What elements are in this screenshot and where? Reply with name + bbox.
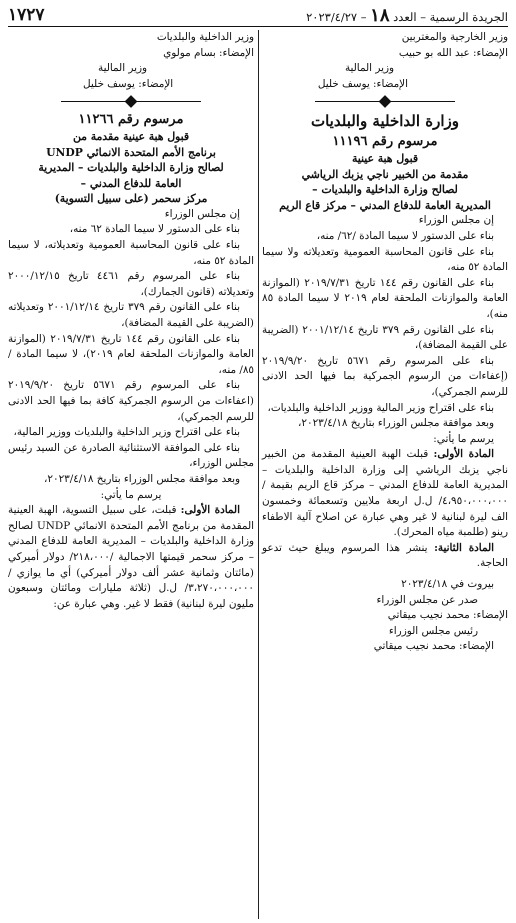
decree-paragraph: بناء على اقتراح وزير المالية ووزير الداخلية والبلديات، [267, 401, 494, 414]
page-header [8, 4, 508, 27]
decree-paragraph: بناء على القانون رقم ١٤٤ تاريخ ٢٠١٩/٧/٣١ (الموازنة العامة والموازنات الملحقة لعام ٢٠١٩ لا سيما المادة ٨٥ منه)، [262, 276, 508, 320]
decree-paragraph: بناء على القانون رقم ١٤٤ تاريخ ٢٠١٩/٧/٣١ (الموازنة العامة والموازنات الملحقة لعام ٢٠١٩)، لا سيما المادة /٨٥/ منه، [8, 332, 254, 376]
signature-name: الإمضاء: محمد نجيب ميقاتي [373, 640, 494, 653]
decree-title-line: مقدمة من الخبير ناجي يزبك الرياشي [301, 167, 469, 181]
signature-title: وزير الداخلية والبلديات [156, 31, 254, 43]
article-2 [262, 541, 508, 572]
signature-name: الإمضاء: بسام مولوي [163, 46, 254, 59]
section-separator [315, 97, 455, 106]
issue-label: العدد [393, 9, 417, 24]
article-1 [262, 447, 508, 541]
section-separator [61, 97, 201, 106]
article-label: المادة الأولى: [433, 448, 494, 461]
article-label: المادة الأولى: [180, 504, 240, 517]
decree-paragraph: بناء على الدستور لا سيما المادة /٦٢/ منه، [316, 229, 494, 242]
publication-name: الجريدة الرسمية [429, 9, 508, 24]
signature-name: الإمضاء: يوسف خليل [83, 77, 174, 90]
decree-title-line: لصالح وزارة الداخلية والبلديات – [312, 183, 458, 197]
decree-paragraph: يرسم ما يأتي: [433, 432, 494, 445]
column-divider [258, 30, 259, 919]
decree-paragraph: بناء على الموافقة الاستثنائية الصادرة عن السيد رئيس مجلس الوزراء، [8, 441, 254, 470]
article-text: قبلت الهبة العينية المقدمة من الخبير ناجي يزبك الرياشي إلى وزارة الداخلية والبلديات – المديرية العامة للدفاع المدني – مركز قاع الريم بقيمة /٤،٩٥٠،٠٠٠،٠٠٠/ ل.ل اربعة ملايين وتسعمائة وخمسون الف ليرة لبنانية لا غير وهي عبارة عن اصلاح آلية الاطفاء رينو (طلمبة مياه المحرك). [262, 448, 508, 539]
issued-by: صدر عن مجلس الوزراء [376, 593, 478, 606]
article-label: المادة الثانية: [434, 541, 495, 554]
article-1 [8, 503, 254, 612]
header-publication: الجريدة الرسمية – العدد ١٨ – ٢٠٢٣/٤/٢٧ [306, 4, 508, 26]
decree-title-line: مركز سحمر (على سبيل التسوية) [54, 192, 208, 206]
article-text: ينشر هذا المرسوم ويبلغ حيث تدعو الحاجة. [262, 541, 508, 570]
signature-title: رئيس مجلس الوزراء [388, 624, 478, 637]
decree-title-line: العامة للدفاع المدني – [80, 176, 182, 190]
decree-paragraph: بناء على قانون المحاسبة العمومية وتعديلاته ولا سيما المادة ٥٢ منه، [262, 245, 508, 274]
page-number: ١٧٢٧ [8, 5, 45, 25]
decree-paragraph: وبعد موافقة مجلس الوزراء بتاريخ ٢٠٢٣/٤/١٨، [44, 472, 240, 485]
decree-paragraph: بناء على المرسوم رقم ٥٦٧١ تاريخ ٢٠١٩/٩/٢٠ (اعفاءات من الرسوم الجمركية كافة بما فيها الحد الادنى للرسم الجمركي)، [8, 379, 254, 423]
issue-date: ٢٠٢٣/٤/٢٧ [306, 9, 358, 24]
signature-title: وزير المالية [344, 62, 394, 75]
decree-intro: إن مجلس الوزراء [164, 207, 240, 220]
decree-paragraph: بناء على اقتراح وزير الداخلية والبلديات ووزير المالية، [13, 426, 240, 439]
signature-title: وزير الخارجية والمغتربين [401, 31, 508, 43]
signature-name: الإمضاء: يوسف خليل [317, 77, 408, 90]
decree-title-line: قبول هبة عينية [351, 152, 419, 166]
decree-paragraph: وبعد موافقة مجلس الوزراء بتاريخ ٢٠٢٣/٤/١٨، [298, 417, 494, 430]
signature-name: الإمضاء: عبد الله بو حبيب [398, 46, 508, 59]
left-column [8, 30, 254, 612]
place-date: بيروت في ٢٠٢٣/٤/١٨ [401, 578, 494, 591]
decree-number: مرسوم رقم ١١٢٦٦ [78, 112, 184, 128]
decree-paragraph: بناء على المرسوم رقم ٤٤٦١ تاريخ ٢٠٠٠/١٢/١٥ وتعديلاته (قانون الجمارك)، [8, 270, 254, 298]
decree-number: مرسوم رقم ١١١٩٦ [332, 134, 438, 150]
ministry-heading: وزارة الداخلية والبلديات [310, 112, 459, 131]
right-column [262, 30, 508, 655]
decree-intro: إن مجلس الوزراء [418, 214, 494, 227]
decree-paragraph: يرسم ما يأتي: [100, 488, 162, 501]
issue-info: العدد ١٨ – ٢٠٢٣/٤/٢٧ [306, 4, 417, 26]
signature-title: وزير المالية [98, 62, 148, 75]
signature-name: الإمضاء: محمد نجيب ميقاتي [387, 609, 508, 622]
decree-paragraph: بناء على القانون رقم ٣٧٩ تاريخ ٢٠٠١/١٢/١٤ وتعديلاته (الضريبة على القيمة المضافة)، [8, 301, 254, 330]
issue-number: ١٨ [370, 4, 390, 26]
decree-paragraph: بناء على قانون المحاسبة العمومية وتعديلاته، لا سيما المادة ٥٢ منه، [8, 239, 254, 267]
decree-title-line: برنامج الأمم المتحدة الانمائي UNDP [46, 145, 216, 159]
decree-paragraph: بناء على الدستور لا سيما المادة ٦٢ منه، [69, 223, 240, 236]
decree-title-line: لصالح وزارة الداخلية والبلديات – المديرية [38, 161, 224, 175]
decree-paragraph: بناء على المرسوم رقم ٥٦٧١ تاريخ ٢٠١٩/٩/٢٠ (إعفاءات من الرسوم الجمركية بما فيها الحد الادنى للرسم الجمركي)، [262, 354, 508, 398]
article-text: قبلت، على سبيل التسوية، الهبة العينية المقدمة من برنامج الأمم المتحدة الانمائي UNDP لصالح وزارة الداخلية والبلديات – المديرية العامة للدفاع المدني – مركز سحمر قيمتها الاجمالية /٢١٨،٠٠٠/ دولار أميركي (مائتان وثمانية عشر ألف دولار أميركي) أي ما يوازي /٣،٢٧٠،٠٠٠،٠٠٠/ ل.ل (ثلاثة مليارات ومائتان وسبعون مليون ليرة لبنانية) فقط لا غير. وهي عبارة عن: [8, 504, 254, 610]
decree-paragraph: بناء على القانون رقم ٣٧٩ تاريخ ٢٠٠١/١٢/١٤ (الضريبة على القيمة المضافة)، [262, 323, 508, 352]
decree-title-line: المديرية العامة للدفاع المدني – مركز قاع الريم [279, 198, 491, 212]
decree-title-line: قبول هبة عينية مقدمة من [72, 130, 190, 144]
